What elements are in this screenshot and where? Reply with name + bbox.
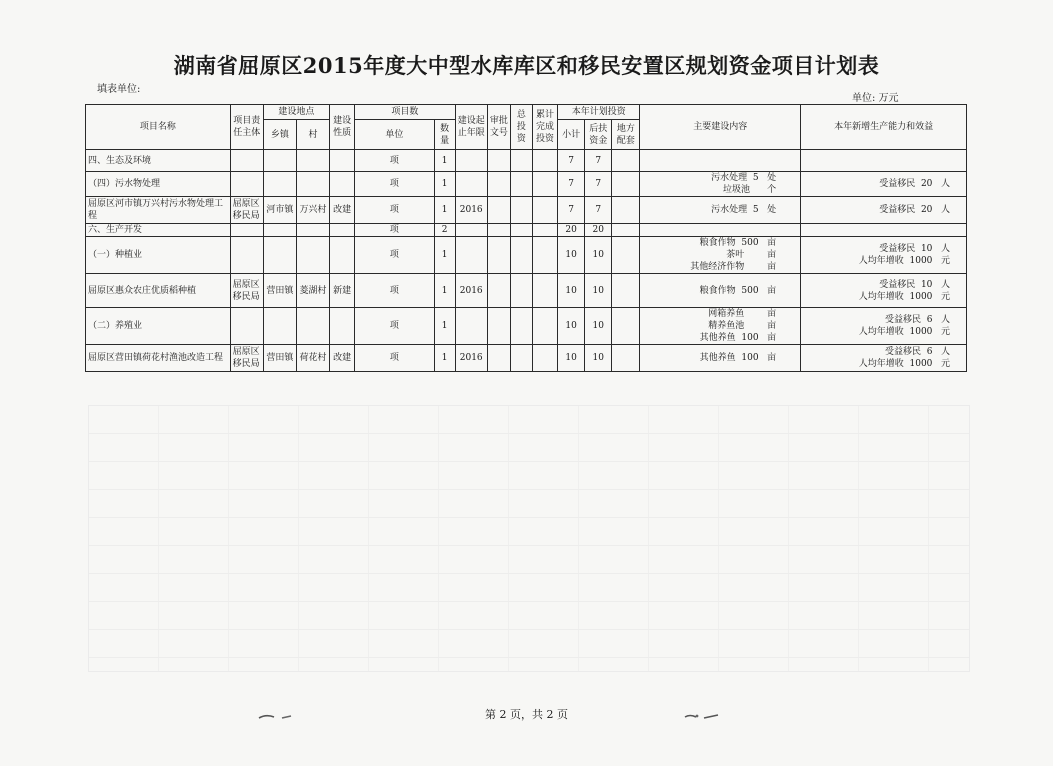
row-nature [330,224,355,237]
row-nature [330,237,355,274]
staple-mark [258,712,292,722]
row-approval [487,150,510,172]
row-nature: 新建 [330,274,355,308]
row-content [640,224,801,237]
row-benefit [801,150,967,172]
plan-table [85,104,967,372]
row-responsible [230,308,263,345]
row-project-name: （二）养殖业 [86,308,231,345]
row-local [612,224,640,237]
header-count-qty: 数量 [434,120,455,150]
row-village [296,172,329,197]
row-township [263,237,296,274]
row-village: 菱湖村 [296,274,329,308]
header-location: 建设地点 [263,105,329,120]
row-nature [330,172,355,197]
row-nature [330,308,355,345]
row-total [510,345,532,372]
row-support: 10 [585,345,612,372]
row-subtotal: 10 [558,274,585,308]
row-approval [487,274,510,308]
header-approval: 审批文号 [487,105,510,150]
row-responsible [230,172,263,197]
row-subtotal: 10 [558,345,585,372]
table-row [86,224,967,237]
row-count-qty: 1 [434,197,455,224]
row-project-name: （一）种植业 [86,237,231,274]
row-subtotal: 20 [558,224,585,237]
row-count-qty: 2 [434,224,455,237]
header-total: 总投资 [510,105,532,150]
row-total [510,172,532,197]
row-count-unit: 项 [355,308,434,345]
row-approval [487,237,510,274]
header-year-plan: 本年计划投资 [558,105,640,120]
row-support: 20 [585,224,612,237]
row-township [263,308,296,345]
row-village [296,150,329,172]
bleed-through-table [88,405,970,672]
header-support: 后扶资金 [585,120,612,150]
row-cumulative [532,308,557,345]
row-responsible: 屈原区移民局 [230,197,263,224]
fill-unit-label: 填表单位: [97,84,141,95]
row-cumulative [532,237,557,274]
header-count-group: 项目数 [355,105,455,120]
row-township: 营田镇 [263,274,296,308]
row-content: 网箱养鱼 亩 精养鱼池 亩 其他养鱼 100 亩 [640,308,801,345]
row-subtotal: 10 [558,237,585,274]
row-years [455,224,487,237]
row-years [455,150,487,172]
row-content: 污水处理 5 处 垃圾池 个 [640,172,801,197]
row-total [510,224,532,237]
row-approval [487,308,510,345]
row-count-qty: 1 [434,172,455,197]
table-row [86,345,967,372]
row-support: 10 [585,274,612,308]
row-benefit: 受益移民 20 人 [801,172,967,197]
row-content [640,150,801,172]
row-nature: 改建 [330,345,355,372]
row-local [612,274,640,308]
row-township [263,172,296,197]
header-content: 主要建设内容 [640,105,801,150]
row-total [510,150,532,172]
row-township [263,150,296,172]
row-cumulative [532,224,557,237]
row-township: 营田镇 [263,345,296,372]
row-benefit: 受益移民 6 人 人均年增收 1000 元 [801,345,967,372]
row-project-name: （四）污水物处理 [86,172,231,197]
header-township: 乡镇 [263,120,296,150]
table-row [86,172,967,197]
row-responsible: 屈原区移民局 [230,345,263,372]
header-village: 村 [296,120,329,150]
row-approval [487,224,510,237]
row-content: 粮食作物 500 亩 茶叶 亩 其他经济作物 亩 [640,237,801,274]
row-benefit: 受益移民 10 人 人均年增收 1000 元 [801,274,967,308]
page-number: 第 2 页，共 2 页 [485,708,568,721]
header-count-unit: 单位 [355,120,434,150]
row-village [296,224,329,237]
row-support: 10 [585,308,612,345]
header-local: 地方配套 [612,120,640,150]
row-responsible [230,237,263,274]
row-cumulative [532,172,557,197]
table-row [86,274,967,308]
row-benefit [801,224,967,237]
row-responsible [230,224,263,237]
row-content: 其他养鱼 100 亩 [640,345,801,372]
row-subtotal: 7 [558,197,585,224]
row-project-name: 屈原区河市镇万兴村污水物处理工程 [86,197,231,224]
row-cumulative [532,197,557,224]
row-count-qty: 1 [434,274,455,308]
row-subtotal: 7 [558,150,585,172]
row-nature [330,150,355,172]
row-years [455,237,487,274]
row-cumulative [532,150,557,172]
row-cumulative [532,345,557,372]
row-local [612,308,640,345]
row-approval [487,172,510,197]
row-count-qty: 1 [434,150,455,172]
row-approval [487,345,510,372]
row-local [612,150,640,172]
row-benefit: 受益移民 10 人 人均年增收 1000 元 [801,237,967,274]
row-count-unit: 项 [355,150,434,172]
row-benefit: 受益移民 20 人 [801,197,967,224]
row-total [510,197,532,224]
unit-label: 单位: 万元 [852,93,899,104]
row-village [296,308,329,345]
row-project-name: 屈原区营田镇荷花村渔池改造工程 [86,345,231,372]
row-village [296,237,329,274]
row-years [455,308,487,345]
staple-mark [684,712,718,722]
row-count-unit: 项 [355,197,434,224]
row-approval [487,197,510,224]
header-project-name: 项目名称 [86,105,231,150]
row-village: 荷花村 [296,345,329,372]
header-benefit: 本年新增生产能力和效益 [801,105,967,150]
header-cumulative: 累计完成投资 [532,105,557,150]
header-subtotal: 小计 [558,120,585,150]
row-benefit: 受益移民 6 人 人均年增收 1000 元 [801,308,967,345]
row-local [612,345,640,372]
row-content: 污水处理 5 处 [640,197,801,224]
row-nature: 改建 [330,197,355,224]
row-responsible: 屈原区移民局 [230,274,263,308]
row-count-unit: 项 [355,172,434,197]
row-total [510,308,532,345]
row-support: 7 [585,150,612,172]
row-support: 7 [585,197,612,224]
row-years [455,172,487,197]
row-count-qty: 1 [434,308,455,345]
row-count-qty: 1 [434,237,455,274]
row-subtotal: 7 [558,172,585,197]
page-title: 湖南省屈原区2015年度大中型水库库区和移民安置区规划资金项目计划表 [173,53,880,78]
row-years: 2016 [455,197,487,224]
row-total [510,237,532,274]
table-row [86,150,967,172]
row-content: 粮食作物 500 亩 [640,274,801,308]
row-cumulative [532,274,557,308]
table-row [86,197,967,224]
row-total [510,274,532,308]
row-support: 7 [585,172,612,197]
row-local [612,197,640,224]
row-support: 10 [585,237,612,274]
row-township [263,224,296,237]
row-village: 万兴村 [296,197,329,224]
row-years: 2016 [455,274,487,308]
row-count-unit: 项 [355,224,434,237]
row-project-name: 四、生态及环境 [86,150,231,172]
table-row [86,308,967,345]
row-responsible [230,150,263,172]
row-local [612,172,640,197]
row-count-unit: 项 [355,237,434,274]
row-subtotal: 10 [558,308,585,345]
row-project-name: 屈原区惠众农庄优质稻种植 [86,274,231,308]
row-project-name: 六、生产开发 [86,224,231,237]
header-start-end: 建设起止年限 [455,105,487,150]
row-township: 河市镇 [263,197,296,224]
header-nature: 建设性质 [330,105,355,150]
row-local [612,237,640,274]
row-count-unit: 项 [355,345,434,372]
row-count-unit: 项 [355,274,434,308]
row-years: 2016 [455,345,487,372]
row-count-qty: 1 [434,345,455,372]
table-row [86,237,967,274]
header-responsible: 项目责任主体 [230,105,263,150]
